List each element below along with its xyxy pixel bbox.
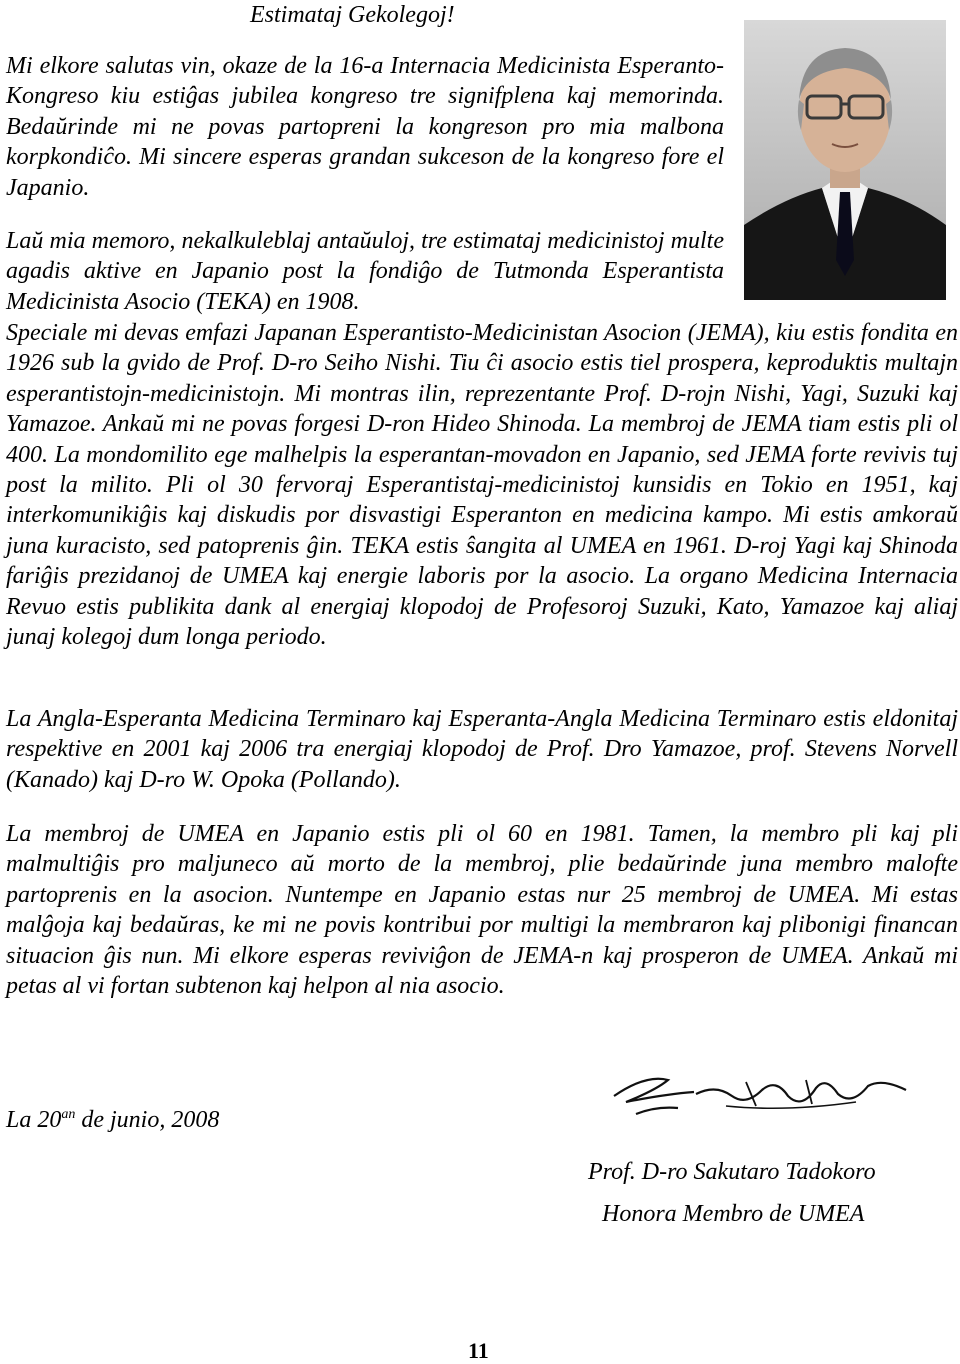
paragraph-membership: La membroj de UMEA en Japanio estis pli ol 60 en 1981. Tamen, la membro pli kaj pli malmultiĝis pro maljuneco aŭ morto de la membroj, plie bedaŭrinde juna membro malofte partoprenis en la asocion. Nuntempe en Japanio estas nur 25 membroj de UMEA. Mi estas malĝoja kaj bedaŭras, ke mi ne povis kontribui por multigi la membraron kaj plibonigi financan situacion ĝis nun. Mi elkore esperas reviviĝon de JEMA-n kaj prosperon de UMEA. Ankaŭ mi petas al vi fortan subtenon kaj helpon al nia asocio.: [6, 821, 958, 1000]
portrait-photo: [744, 20, 946, 300]
portrait-illustration: [744, 20, 946, 300]
date-suffix: de junio, 2008: [75, 1107, 220, 1133]
handwritten-signature: [606, 1066, 928, 1128]
signatory-name: Prof. D-ro Sakutaro Tadokoro: [588, 1159, 876, 1185]
signature-scribble: [606, 1066, 928, 1128]
paragraph-greeting-wishes: Mi elkore salutas vin, okaze de la 16-a Internacia Medicinista Esperanto-Kongreso kiu estiĝas jubilea kongreso tre signifplena kaj memorinda. Bedaŭrinde mi ne povas partopreni la kongreson pro mia malbona korpkondiĉo. Mi sincere esperas grandan sukceson de la kongreso fore el Japanio.: [6, 53, 724, 201]
greeting: Estimataj Gekolegoj!: [250, 2, 455, 28]
letter-date: [6, 1107, 219, 1134]
paragraph-jema-history: Speciale mi devas emfazi Japanan Esperantisto-Medicinistan Asocion (JEMA), kiu estis fondita en 1926 sub la gvido de Prof. D-ro Seiho Nishi. Tiu ĉi asocio estis tiel prospera, keproduktis multajn esperantistojn-medicinistojn. Mi montras ilin, reprezentante Prof. D-rojn Nishi, Yagi, Suzuki kaj Yamazoe. Ankaŭ mi ne povas forgesi D-ron Hideo Shinoda. La membroj de JEMA tiam estis pli ol 400. La mondomilito ege malhelpis la esperantan-movadon en Japanio, sed JEMA forte revivis tuj post la milito. Pli ol 30 fervoraj Esperantistaj-medicinistoj kunsidis en Tokio en 1951, kaj interkomunikiĝis kaj diskudis por disvastigi Esperanton en medicina kampo. Mi estis amkoraŭ juna kuracisto, sed patoprenis ĝin. TEKA estis ŝangita al UMEA en 1961. D-roj Yagi kaj Shinoda fariĝis prezidanoj de UMEA kaj energie laboris por la asocio. La organo Medicina Internacia Revuo estis publikita dank al energiaj klopodoj de Profesoroj Suzuki, Kato, Yamazoe kaj aliaj junaj kolegoj dum longa periodo.: [6, 320, 958, 651]
signatory-title: Honora Membro de UMEA: [602, 1201, 865, 1227]
paragraph-history-intro: Laŭ mia memoro, nekalkuleblaj antaŭuloj, tre estimataj medicinistoj multe agadis aktive en Japanio post la fondiĝo de Tutmonda Esperantista Medicinista Asocio (TEKA) en 1908.: [6, 228, 724, 315]
date-prefix: La 20: [6, 1107, 62, 1133]
paragraph-terminaro: La Angla-Esperanta Medicina Terminaro kaj Esperanta-Angla Medicina Terminaro estis eldonitaj respektive en 2001 kaj 2006 tra energiaj klopodoj de Prof. Dro Yamazoe, prof. Stevens Norvell (Kanado) kaj D-ro W. Opoka (Pollando).: [6, 706, 958, 793]
page-number: 11: [468, 1338, 489, 1363]
date-superscript: an: [61, 1107, 76, 1122]
